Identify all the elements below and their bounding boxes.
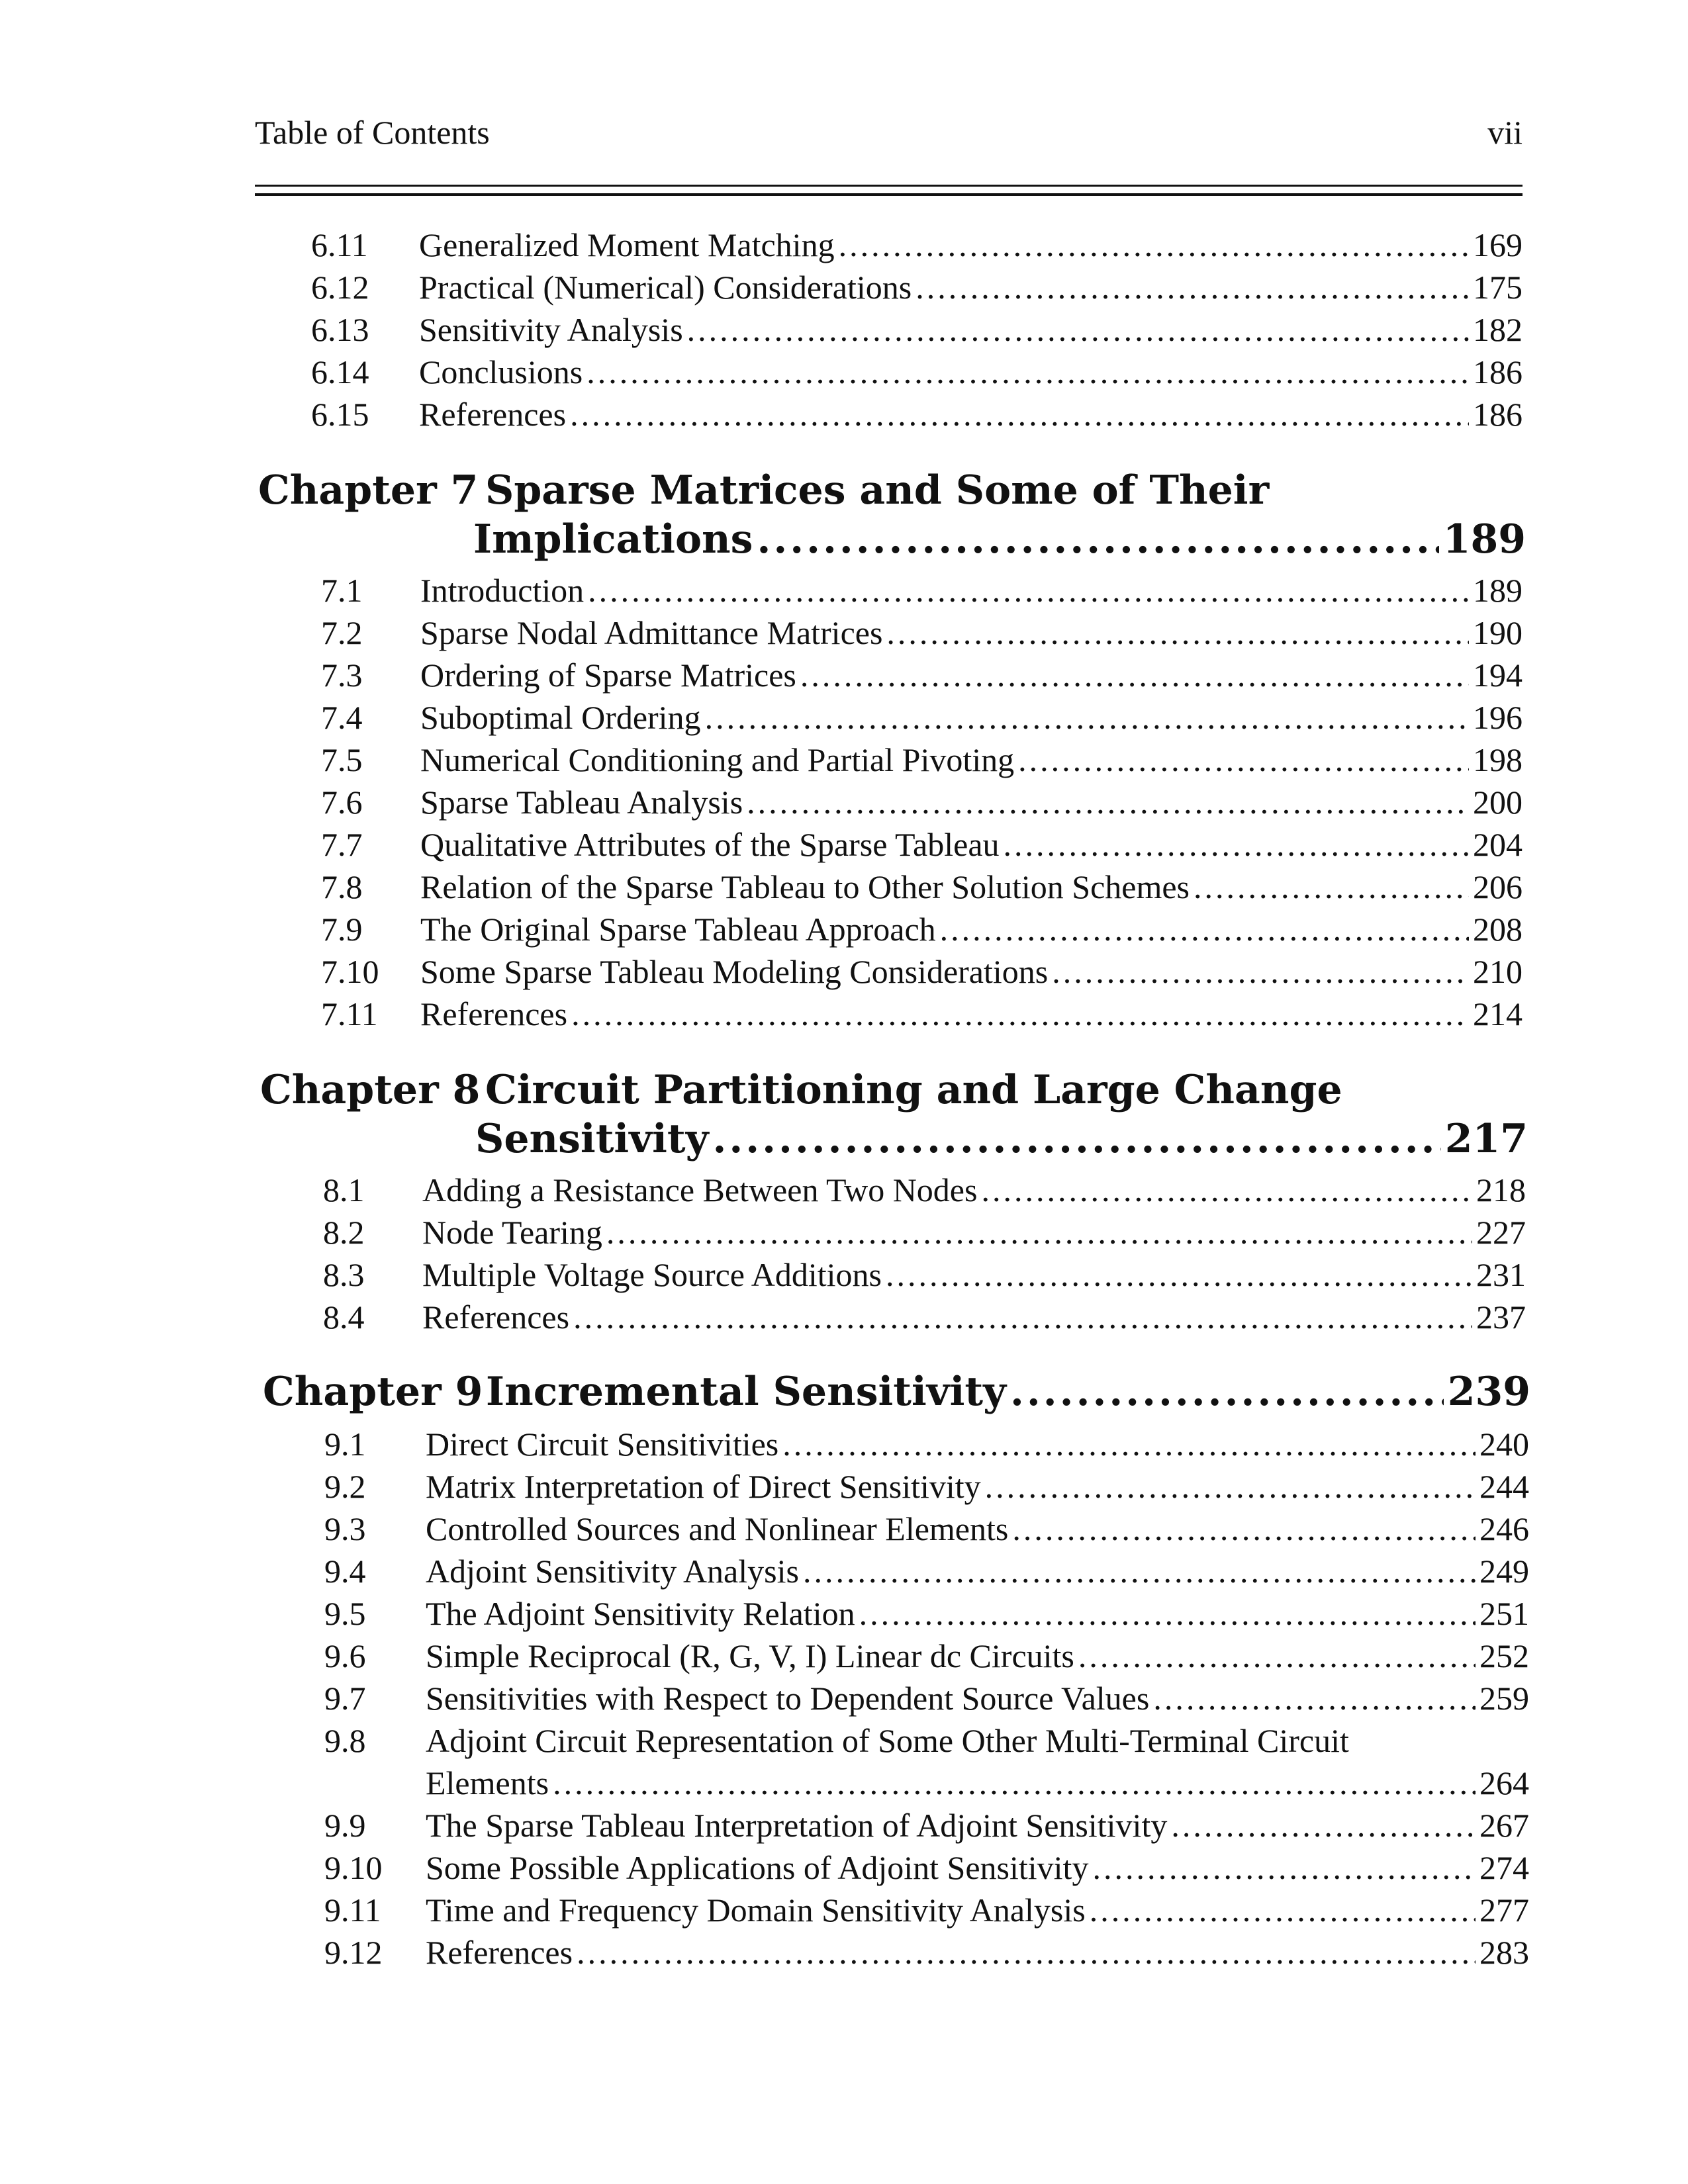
section-page: 246 (1479, 1510, 1529, 1547)
section-page: 182 (1473, 311, 1523, 348)
toc-entry[interactable] (311, 351, 1523, 393)
toc-entry[interactable] (321, 569, 1523, 612)
dot-leader (940, 908, 1469, 950)
section-number: 6.12 (311, 269, 369, 306)
chapter-label: Chapter 7 (258, 467, 479, 514)
dot-leader (1153, 1677, 1476, 1719)
toc-entry[interactable] (323, 1211, 1526, 1253)
dot-leader (577, 1931, 1476, 1974)
section-page: 175 (1473, 269, 1523, 306)
dot-leader (588, 569, 1469, 612)
section-title: Time and Frequency Domain Sensitivity Analysis (426, 1891, 1086, 1929)
section-number: 7.2 (321, 614, 363, 651)
section-number: 9.1 (324, 1426, 366, 1463)
dot-leader (553, 1762, 1476, 1804)
section-page: 186 (1473, 353, 1523, 390)
toc-entry[interactable] (324, 1719, 1529, 1804)
section-title: Conclusions (419, 353, 583, 390)
section-page: 214 (1473, 995, 1523, 1032)
toc-entry[interactable] (324, 1508, 1529, 1550)
toc-entry[interactable] (324, 1931, 1529, 1974)
section-page: 186 (1473, 396, 1523, 433)
dot-leader (886, 1253, 1472, 1296)
running-head-title: Table of Contents (255, 114, 490, 151)
dot-leader (1078, 1635, 1476, 1677)
dot-leader (985, 1465, 1476, 1508)
dot-leader (1004, 823, 1469, 866)
section-title: The Original Sparse Tableau Approach (420, 911, 936, 948)
dot-leader (747, 781, 1469, 823)
section-title: Generalized Moment Matching (419, 226, 835, 263)
section-number: 7.10 (321, 953, 379, 990)
section-number: 6.14 (311, 353, 369, 390)
section-number: 9.6 (324, 1637, 366, 1674)
section-title: References (426, 1934, 573, 1971)
section-title: The Sparse Tableau Interpretation of Adjoint Sensitivity (426, 1807, 1168, 1844)
section-title: Multiple Voltage Source Additions (422, 1256, 882, 1293)
toc-entry[interactable] (324, 1423, 1529, 1465)
section-number: 9.8 (324, 1722, 366, 1759)
section-number: 8.3 (323, 1256, 365, 1293)
section-page: 259 (1479, 1680, 1529, 1717)
section-page: 198 (1473, 741, 1523, 778)
section-number: 9.3 (324, 1510, 366, 1547)
section-page: 208 (1473, 911, 1523, 948)
dot-leader (573, 1296, 1472, 1338)
section-title: Suboptimal Ordering (420, 699, 701, 736)
toc-entry[interactable] (324, 1550, 1529, 1592)
section-number: 8.2 (323, 1214, 365, 1251)
toc-entry[interactable] (321, 612, 1523, 654)
dot-leader (803, 1550, 1476, 1592)
section-page: 194 (1473, 657, 1523, 694)
section-page: 274 (1479, 1849, 1529, 1886)
section-number: 7.4 (321, 699, 363, 736)
dot-leader (800, 654, 1469, 696)
section-title: References (419, 396, 567, 433)
section-number: 7.7 (321, 826, 363, 863)
section-title: Sparse Tableau Analysis (420, 784, 743, 821)
section-number: 9.2 (324, 1468, 366, 1505)
dot-leader (571, 993, 1469, 1035)
chapter-title-line2: Implications (473, 516, 753, 563)
header-rule-thick (255, 193, 1523, 196)
chapter-page: 239 (1447, 1369, 1530, 1415)
toc-entry[interactable] (323, 1169, 1526, 1211)
section-title: Relation of the Sparse Tableau to Other Solution Schemes (420, 868, 1190, 905)
section-page: 190 (1473, 614, 1523, 651)
section-number: 9.11 (324, 1891, 381, 1929)
dot-leader (1090, 1889, 1476, 1931)
section-page: 218 (1476, 1171, 1526, 1208)
toc-entry[interactable] (321, 993, 1523, 1035)
section-title: Ordering of Sparse Matrices (420, 657, 796, 694)
section-title: The Adjoint Sensitivity Relation (426, 1595, 855, 1632)
section-number: 7.5 (321, 741, 363, 778)
dot-leader (687, 308, 1469, 351)
dot-leader (915, 266, 1469, 308)
dot-leader (1194, 866, 1469, 908)
dot-leader (782, 1423, 1476, 1465)
toc-entry[interactable] (321, 696, 1523, 739)
chapter-heading-8[interactable] (260, 1066, 1528, 1163)
toc-entry[interactable] (321, 739, 1523, 781)
chapter-label: Chapter 8 (260, 1067, 481, 1113)
section-number: 9.5 (324, 1595, 366, 1632)
section-title: References (420, 995, 568, 1032)
dot-leader (586, 351, 1469, 393)
toc-entry[interactable] (311, 393, 1523, 435)
section-number: 6.15 (311, 396, 369, 433)
section-page: 251 (1479, 1595, 1529, 1632)
dot-leader (1018, 739, 1469, 781)
header-rule-thin (255, 185, 1523, 187)
section-page: 169 (1473, 226, 1523, 263)
section-number: 6.11 (311, 226, 368, 263)
toc-entry[interactable] (321, 908, 1523, 950)
section-number: 9.10 (324, 1849, 383, 1886)
section-title-line1: Adjoint Circuit Representation of Some Other Multi-Terminal Circuit (426, 1722, 1349, 1759)
dot-leader (886, 612, 1469, 654)
chapter-title-line1: Circuit Partitioning and Large Change (485, 1067, 1342, 1113)
section-title: Matrix Interpretation of Direct Sensitivity (426, 1468, 981, 1505)
chapter-title: Incremental Sensitivity (486, 1369, 1007, 1415)
toc-entry[interactable] (321, 866, 1523, 908)
section-page: 252 (1479, 1637, 1529, 1674)
dot-leader (839, 224, 1469, 266)
section-title: Node Tearing (422, 1214, 602, 1251)
section-title: Simple Reciprocal (R, G, V, I) Linear dc Circuits (426, 1637, 1074, 1674)
dot-leader (859, 1592, 1476, 1635)
toc-entry[interactable] (323, 1296, 1526, 1338)
toc-entry[interactable] (321, 654, 1523, 696)
section-title: Sensitivities with Respect to Dependent Source Values (426, 1680, 1150, 1717)
section-number: 8.4 (323, 1298, 365, 1336)
section-page: 227 (1476, 1214, 1526, 1251)
dot-leader (570, 393, 1469, 435)
dot-leader (981, 1169, 1472, 1211)
section-title: Introduction (420, 572, 585, 609)
section-page: 267 (1479, 1807, 1529, 1844)
section-number: 7.1 (321, 572, 363, 609)
dot-leader (1010, 1367, 1444, 1416)
section-number: 9.12 (324, 1934, 383, 1971)
section-page: 244 (1479, 1468, 1529, 1505)
chapter-heading-9[interactable] (263, 1367, 1530, 1416)
section-number: 6.13 (311, 311, 369, 348)
section-title: Adding a Resistance Between Two Nodes (422, 1171, 978, 1208)
section-number: 7.6 (321, 784, 363, 821)
section-title: Some Possible Applications of Adjoint Sensitivity (426, 1849, 1089, 1886)
section-page: 264 (1479, 1764, 1529, 1801)
running-head-page-number: vii (1487, 114, 1523, 151)
running-head (255, 113, 1523, 152)
section-page: 277 (1479, 1891, 1529, 1929)
section-title: Direct Circuit Sensitivities (426, 1426, 779, 1463)
toc-entry[interactable] (311, 224, 1523, 266)
section-title: Controlled Sources and Nonlinear Elements (426, 1510, 1009, 1547)
section-page: 204 (1473, 826, 1523, 863)
section-page: 206 (1473, 868, 1523, 905)
section-title: Elements (426, 1764, 549, 1801)
dot-leader (1092, 1846, 1476, 1889)
dot-leader (757, 515, 1438, 564)
toc-entry[interactable] (324, 1889, 1529, 1931)
section-title: Some Sparse Tableau Modeling Considerations (420, 953, 1049, 990)
chapter-heading-7[interactable] (258, 466, 1526, 564)
section-number: 8.1 (323, 1171, 365, 1208)
toc-entry[interactable] (324, 1592, 1529, 1635)
toc-entry[interactable] (311, 308, 1523, 351)
chapter-title-line1: Sparse Matrices and Some of Their (485, 467, 1270, 514)
toc-entry[interactable] (323, 1253, 1526, 1296)
dot-leader (1012, 1508, 1476, 1550)
dot-leader (1052, 950, 1469, 993)
dot-leader (705, 696, 1469, 739)
toc-entry[interactable] (324, 1677, 1529, 1719)
toc-entry[interactable] (311, 266, 1523, 308)
section-number: 9.4 (324, 1553, 366, 1590)
section-page: 189 (1473, 572, 1523, 609)
section-page: 210 (1473, 953, 1523, 990)
section-title: Numerical Conditioning and Partial Pivoting (420, 741, 1015, 778)
section-number: 7.3 (321, 657, 363, 694)
section-number: 9.7 (324, 1680, 366, 1717)
section-page: 200 (1473, 784, 1523, 821)
section-title: Sensitivity Analysis (419, 311, 683, 348)
section-title: Sparse Nodal Admittance Matrices (420, 614, 883, 651)
dot-leader (1171, 1804, 1476, 1846)
section-page: 196 (1473, 699, 1523, 736)
section-page: 240 (1479, 1426, 1529, 1463)
section-title: Adjoint Sensitivity Analysis (426, 1553, 799, 1590)
section-title: References (422, 1298, 570, 1336)
section-page: 231 (1476, 1256, 1526, 1293)
toc-entry[interactable] (324, 1846, 1529, 1889)
section-number: 7.8 (321, 868, 363, 905)
section-title: Practical (Numerical) Considerations (419, 269, 912, 306)
section-page: 283 (1479, 1934, 1529, 1971)
section-number: 7.9 (321, 911, 363, 948)
dot-leader (606, 1211, 1472, 1253)
toc-entry[interactable] (324, 1635, 1529, 1677)
toc-entry[interactable] (321, 781, 1523, 823)
chapter-label: Chapter 9 (263, 1369, 483, 1415)
section-number: 7.11 (321, 995, 378, 1032)
toc-entry[interactable] (324, 1804, 1529, 1846)
section-title: Qualitative Attributes of the Sparse Tableau (420, 826, 1000, 863)
section-page: 249 (1479, 1553, 1529, 1590)
chapter-page: 189 (1442, 516, 1526, 563)
toc-entry[interactable] (321, 823, 1523, 866)
toc-entry[interactable] (321, 950, 1523, 993)
dot-leader (712, 1115, 1440, 1163)
section-number: 9.9 (324, 1807, 366, 1844)
section-page: 237 (1476, 1298, 1526, 1336)
toc-entry[interactable] (324, 1465, 1529, 1508)
chapter-title-line2: Sensitivity (475, 1116, 709, 1162)
chapter-page: 217 (1444, 1116, 1528, 1162)
